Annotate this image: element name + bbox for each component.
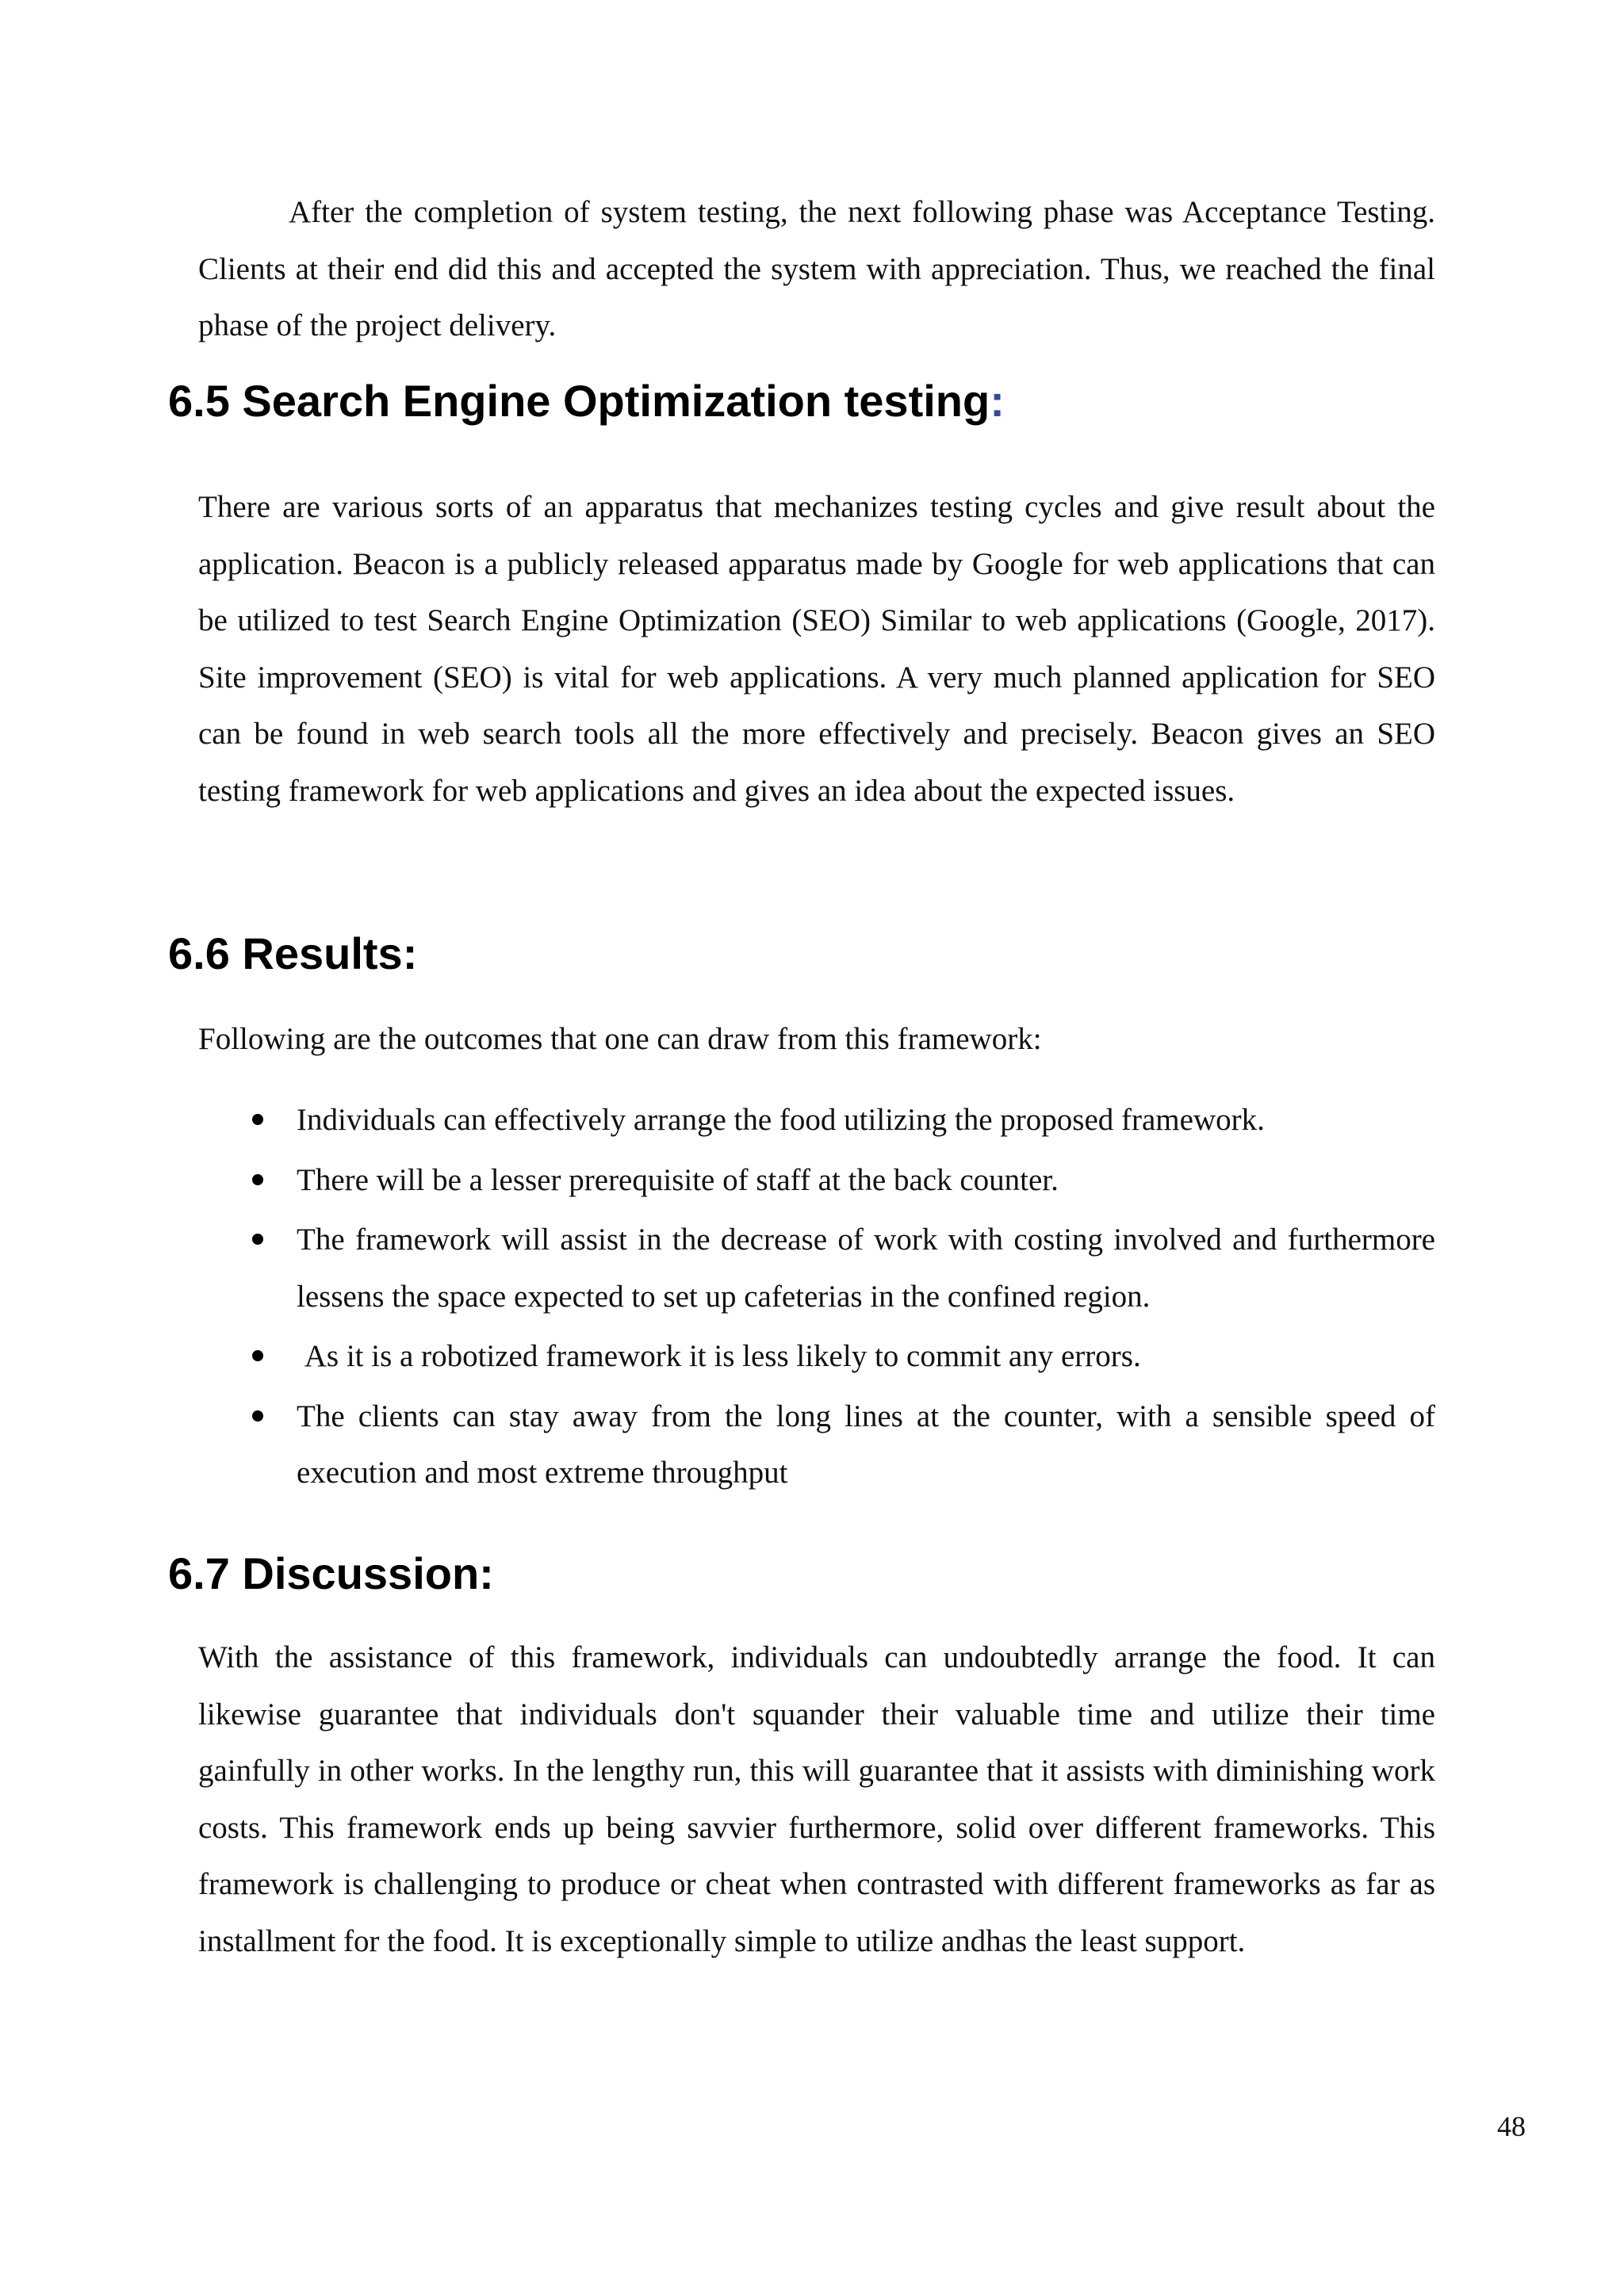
bullet-icon — [252, 1114, 263, 1125]
list-item-text: The clients can stay away from the long lines at the counter, with a sensible speed of execution and most extreme throughput — [297, 1399, 1435, 1490]
seo-heading-text: 6.5 Search Engine Optimization testing — [168, 376, 990, 426]
list-item-text: Individuals can effectively arrange the food utilizing the proposed framework. — [297, 1103, 1265, 1137]
bullet-icon — [252, 1234, 263, 1245]
seo-heading-colon: : — [990, 376, 1005, 426]
results-intro-paragraph: Following are the outcomes that one can draw from this framework: — [198, 1022, 1042, 1056]
results-bullet-list — [198, 1092, 1435, 1505]
list-item — [198, 1328, 1435, 1385]
bullet-icon — [252, 1174, 263, 1185]
bullet-icon — [252, 1410, 263, 1422]
list-item-text: As it is a robotized framework it is less likely to commit any errors. — [297, 1339, 1141, 1373]
page-number: 48 — [1497, 2110, 1526, 2142]
list-item — [198, 1388, 1435, 1502]
list-item-text: There will be a lesser prerequisite of staff at the back counter. — [297, 1162, 1059, 1197]
results-section-heading: 6.6 Results: — [168, 928, 418, 978]
seo-section-heading — [168, 373, 1005, 429]
intro-paragraph: After the completion of system testing, the next following phase was Acceptance Testing. Clients at their end did this and accepted the system with appreciation. Thus, we reached the final phase of the project delivery. — [198, 195, 1435, 342]
bullet-icon — [252, 1350, 263, 1361]
seo-paragraph: There are various sorts of an apparatus that mechanizes testing cycles and give result about the application. Beacon is a publicly released apparatus made by Google for web applications that can be utilized to test Search Engine Optimization (SEO) Similar to web applications (Google, 2017). Site improvement (SEO) is vital for web applications. A very much planned application for SEO can be found in web search tools all the more effectively and precisely. Beacon gives an SEO testing framework for web applications and gives an idea about the expected issues. — [198, 490, 1435, 808]
discussion-paragraph: With the assistance of this framework, individuals can undoubtedly arrange the food. It can likewise guarantee that individuals don't squander their valuable time and utilize their time gainfully in other works. In the lengthy run, this will guarantee that it assists with diminishing work costs. This framework ends up being savvier furthermore, solid over different frameworks. This framework is challenging to produce or cheat when contrasted with different frameworks as far as installment for the food. It is exceptionally simple to utilize andhas the least support. — [198, 1640, 1435, 1958]
list-item — [198, 1152, 1435, 1209]
discussion-section-heading: 6.7 Discussion: — [168, 1548, 494, 1598]
list-item-text: The framework will assist in the decrease of work with costing involved and furthermore lessens the space expected to set up cafeterias in the confined region. — [297, 1223, 1435, 1314]
list-item — [198, 1211, 1435, 1325]
list-item — [198, 1092, 1435, 1149]
